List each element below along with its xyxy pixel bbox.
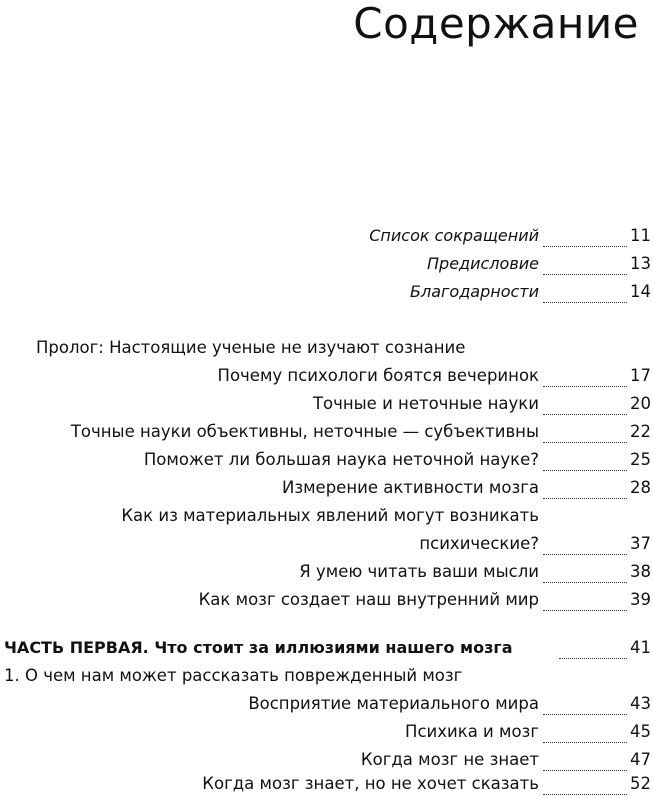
toc-page-number: 41 [627, 634, 651, 662]
part-heading: ЧАСТЬ ПЕРВАЯ. Что стоит за иллюзиями нашего мозга [4, 638, 513, 657]
toc-entry-title: Предисловие [427, 254, 539, 273]
toc-entry-title-cont: психические? [419, 534, 539, 553]
toc-entry[interactable] [0, 446, 653, 474]
toc-entry[interactable] [0, 250, 653, 278]
toc-entry[interactable] [0, 718, 653, 746]
toc-entry[interactable] [0, 222, 653, 250]
toc-entry[interactable] [0, 362, 653, 390]
toc-entry[interactable] [0, 690, 653, 718]
toc-entry[interactable] [0, 390, 653, 418]
toc-entry[interactable] [0, 558, 653, 586]
toc-entry-title: Как из материальных явлений могут возникать [121, 506, 539, 525]
toc-entry[interactable] [0, 770, 653, 798]
leader-dots [543, 396, 639, 415]
toc-entry-title: Когда мозг не знает [360, 750, 539, 769]
leader-dots [543, 256, 639, 275]
toc-page-number: 37 [627, 530, 651, 558]
toc-entry[interactable] [0, 530, 653, 558]
toc-page-number: 38 [627, 558, 651, 586]
leader-dots [543, 480, 639, 499]
part-one-entry[interactable] [0, 634, 653, 662]
toc-page-number: 25 [627, 446, 651, 474]
chapter-heading[interactable]: 1. О чем нам может рассказать поврежденный мозг [4, 666, 463, 685]
leader-dots [543, 228, 639, 247]
toc-entry-title: Благодарности [410, 282, 539, 301]
toc-entry-title: Почему психологи боятся вечеринок [217, 366, 539, 385]
toc-page-number: 39 [627, 586, 651, 614]
leader-dots [543, 752, 639, 771]
toc-entry-title: Восприятие материального мира [248, 694, 539, 713]
toc-entry-title: Когда мозг знает, но не хочет сказать [202, 774, 539, 793]
leader-dots [543, 424, 639, 443]
leader-dots [543, 696, 639, 715]
toc-page-number: 13 [627, 250, 651, 278]
toc-entry[interactable] [0, 278, 653, 306]
leader-dots [543, 536, 639, 555]
toc-entry-title: Точные науки объективны, неточные — субъективны [70, 422, 539, 441]
prologue-heading[interactable]: Пролог: Настоящие ученые не изучают сознание [36, 338, 466, 357]
leader-dots [543, 284, 639, 303]
toc-entry[interactable] [0, 586, 653, 614]
page-title: Содержание [353, 0, 639, 48]
toc-page-number: 28 [627, 474, 651, 502]
toc-entry[interactable] [0, 418, 653, 446]
toc-entry-title: Поможет ли большая наука неточной науке? [143, 450, 539, 469]
toc-page-number: 17 [627, 362, 651, 390]
toc-entry-title: Я умею читать ваши мысли [299, 562, 539, 581]
toc-page-number: 47 [627, 746, 651, 774]
leader-dots [543, 592, 639, 611]
leader-dots [543, 564, 639, 583]
toc-entry-title: Список сокращений [369, 226, 539, 245]
toc-entry-title: Психика и мозг [405, 722, 539, 741]
toc-entry-title: Измерение активности мозга [281, 478, 539, 497]
leader-dots [543, 368, 639, 387]
toc-entry-first-line[interactable] [0, 502, 653, 530]
toc-entry-title: Как мозг создает наш внутренний мир [198, 590, 539, 609]
toc-page-number: 11 [627, 222, 651, 250]
toc-page-number: 14 [627, 278, 651, 306]
toc-page-number: 22 [627, 418, 651, 446]
toc-page-number: 52 [627, 770, 651, 798]
toc-entry[interactable] [0, 474, 653, 502]
toc-entry-title: Точные и неточные науки [312, 394, 539, 413]
toc-page-number: 45 [627, 718, 651, 746]
leader-dots [543, 776, 639, 795]
leader-dots [543, 452, 639, 471]
toc-page-number: 43 [627, 690, 651, 718]
toc-page-number: 20 [627, 390, 651, 418]
leader-dots [543, 724, 639, 743]
